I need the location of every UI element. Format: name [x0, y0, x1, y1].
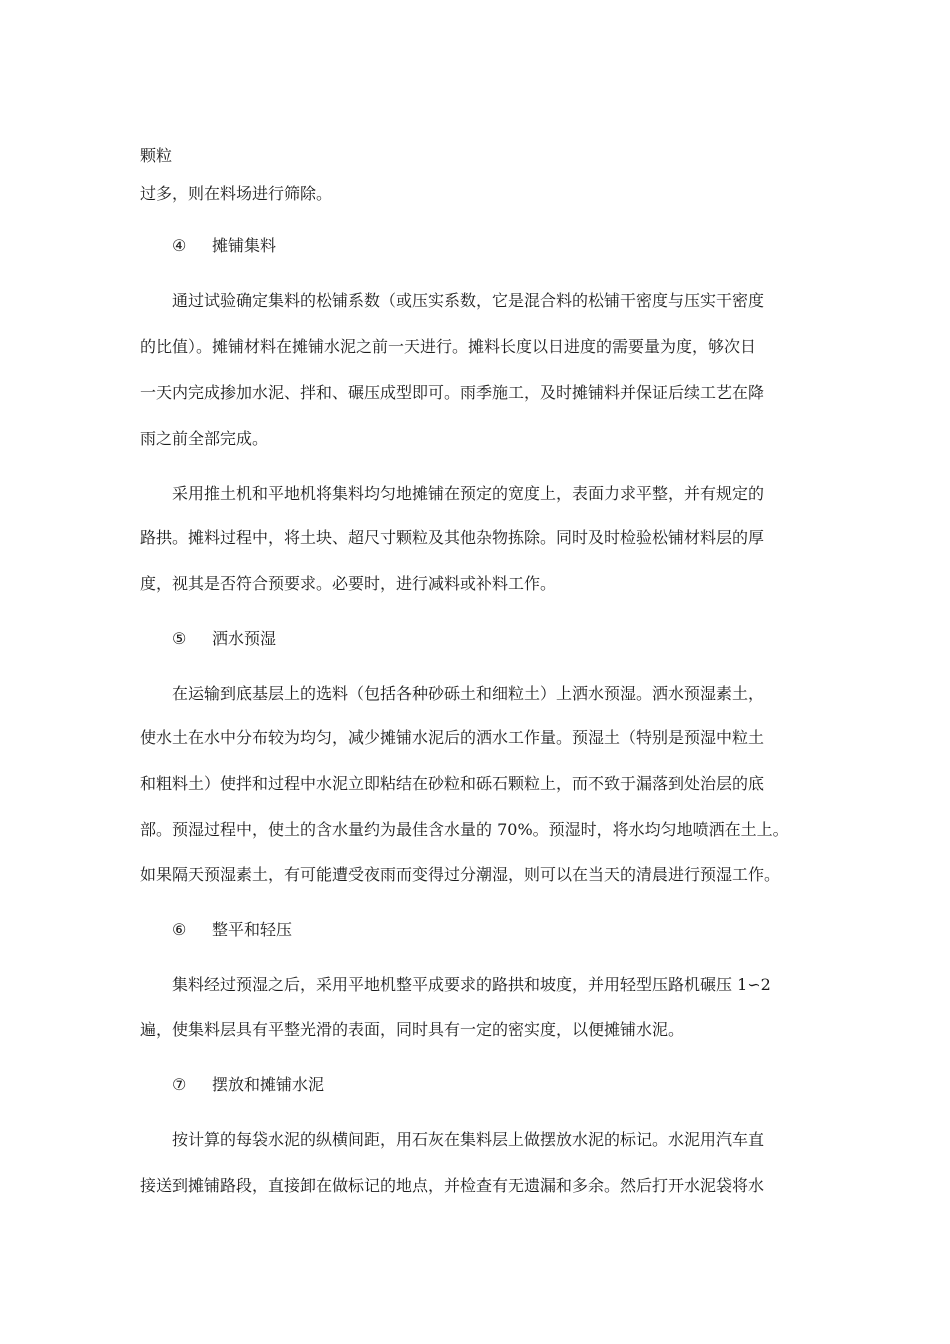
section-6-p1-line-1: 集料经过预湿之后，采用平地机整平成要求的路拱和坡度，并用轻型压路机碾压 1∽2: [172, 975, 771, 994]
section-7-p1-line-1: 按计算的每袋水泥的纵横间距，用石灰在集料层上做摆放水泥的标记。水泥用汽车直: [172, 1130, 765, 1149]
section-4-p1-line-3: 一天内完成掺加水泥、拌和、碾压成型即可。雨季施工，及时摊铺料并保证后续工艺在降: [140, 383, 765, 402]
section-6-title: 整平和轻压: [212, 920, 293, 939]
section-7-title: 摆放和摊铺水泥: [212, 1075, 325, 1094]
section-4-number: ④: [172, 236, 187, 255]
section-4-p2-line-2: 路拱。摊料过程中，将土块、超尺寸颗粒及其他杂物拣除。同时及时检验松铺材料层的厚: [140, 528, 765, 547]
section-6-number: ⑥: [172, 920, 187, 939]
section-6-heading: [172, 920, 292, 940]
section-7-number: ⑦: [172, 1075, 187, 1094]
continuation-line-2: 过多，则在料场进行筛除。: [140, 184, 333, 203]
section-4-p1-line-2: 的比值）。摊铺材料在摊铺水泥之前一天进行。摊料长度以日进度的需要量为度，够次日: [140, 337, 757, 356]
section-5-p1-line-4: 部。预湿过程中，使土的含水量约为最佳含水量的 70%。预湿时，将水均匀地喷洒在土上。: [140, 820, 789, 839]
continuation-line-1: 颗粒: [140, 146, 173, 165]
section-5-p1-line-2: 使水土在水中分布较为均匀，减少摊铺水泥后的洒水工作量。预湿土（特别是预湿中粒土: [140, 728, 765, 747]
section-5-p1-line-1: 在运输到底基层上的选料（包括各种砂砾土和细粒土）上洒水预湿。洒水预湿素土，: [172, 684, 765, 703]
section-4-heading: [172, 236, 276, 256]
section-5-p1-line-5: 如果隔天预湿素土，有可能遭受夜雨而变得过分潮湿，则可以在当天的清晨进行预湿工作。: [140, 865, 781, 884]
section-5-heading: [172, 629, 276, 649]
section-7-p1-line-2: 接送到摊铺路段，直接卸在做标记的地点，并检查有无遗漏和多余。然后打开水泥袋将水: [140, 1176, 765, 1195]
section-4-p2-line-1: 采用推土机和平地机将集料均匀地摊铺在预定的宽度上，表面力求平整，并有规定的: [172, 484, 765, 503]
section-6-p1-line-2: 遍，使集料层具有平整光滑的表面，同时具有一定的密实度，以便摊铺水泥。: [140, 1020, 685, 1039]
section-4-p2-line-3: 度，视其是否符合预要求。必要时，进行减料或补料工作。: [140, 574, 557, 593]
section-5-title: 洒水预湿: [212, 629, 277, 648]
section-5-number: ⑤: [172, 629, 187, 648]
section-5-p1-line-3: 和粗料土）使拌和过程中水泥立即粘结在砂粒和砾石颗粒上，而不致于漏落到处治层的底: [140, 774, 765, 793]
section-4-p1-line-4: 雨之前全部完成。: [140, 429, 269, 448]
section-4-p1-line-1: 通过试验确定集料的松铺系数（或压实系数，它是混合料的松铺干密度与压实干密度: [172, 291, 765, 310]
section-7-heading: [172, 1075, 324, 1095]
section-4-title: 摊铺集料: [212, 236, 277, 255]
